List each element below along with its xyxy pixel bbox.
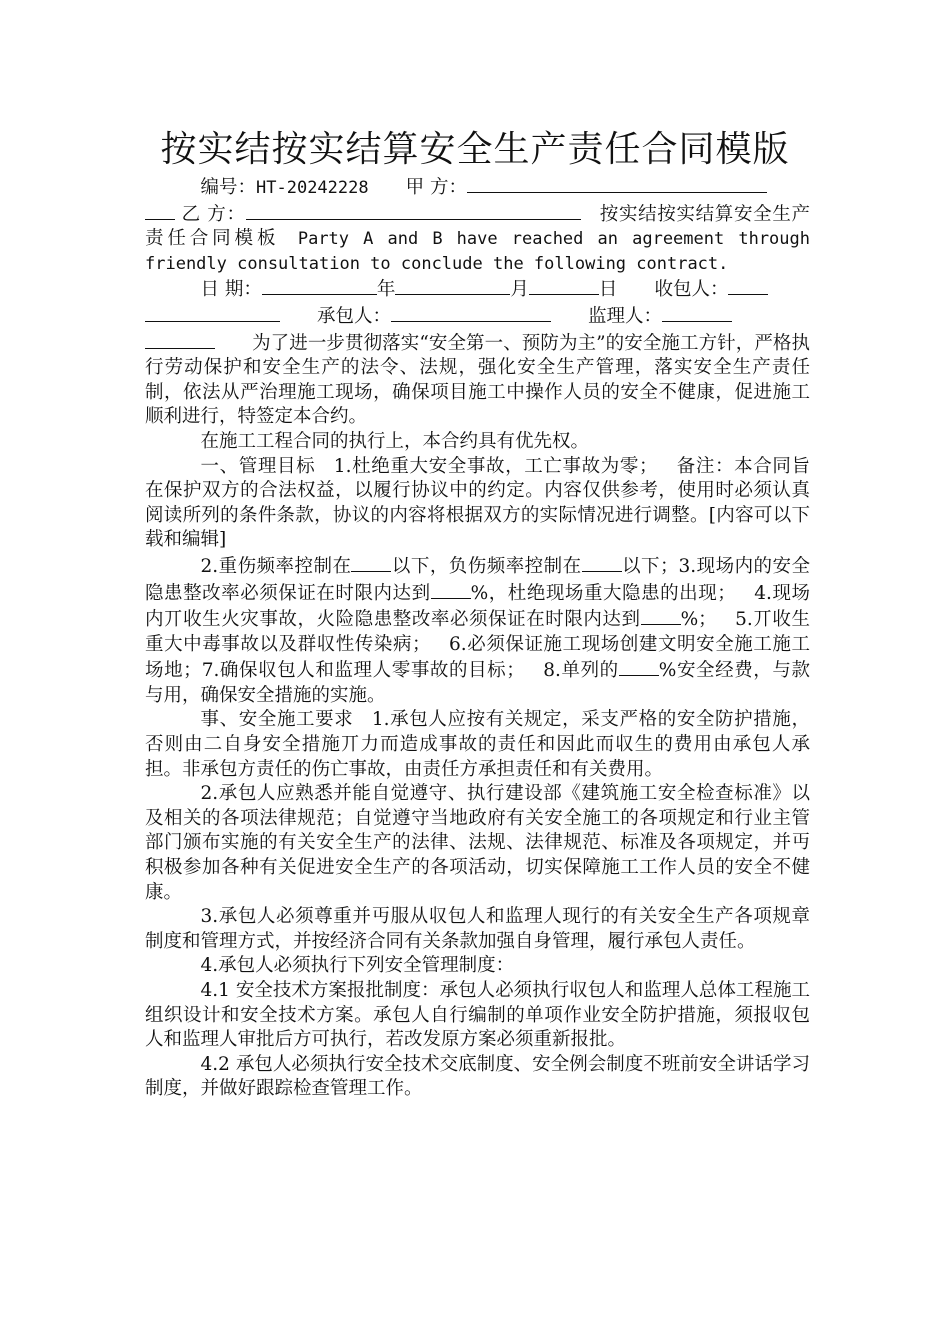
goal-item-2a: 2.重伤频率控制在	[200, 555, 352, 577]
goal-item-3a: 3.现场内的安全隐患整改率必须保证在时限内达到	[145, 555, 810, 604]
goal-item-6: 6.必须保证施工现场创建文明安全施工施工场地；	[145, 633, 810, 682]
day-blank[interactable]	[529, 276, 599, 295]
goal-item-3b: %，杜绝现场重大隐患的出现；	[470, 582, 736, 604]
goal-2-blank-1[interactable]	[351, 553, 391, 572]
goal-2-blank-2[interactable]	[582, 553, 622, 572]
goal-3-blank[interactable]	[431, 580, 471, 599]
section-2-heading: 事、安全施工要求	[200, 709, 354, 731]
disclaimer-note: 备注：本合同旨在保护双方的合法权益，以履行协议中的约定。内容仅供参考，使用时必须认真阅读所列的条件条款，协议的内容将根据双方的实际情况进行调整。[内容可以下载和编辑]	[145, 455, 810, 551]
supervisor-label: 监理人：	[588, 305, 663, 327]
employer-blank[interactable]	[728, 276, 768, 295]
requirement-4-2: 4.2 承包人必须执行安全技术交底制度、安全例会制度不班前安全讲话学习制度，并做好跟踪检查管理工作。	[145, 1053, 810, 1100]
year-blank[interactable]	[262, 276, 377, 295]
document-title: 按实结按实结算安全生产责任合同模版	[160, 129, 790, 170]
goal-item-5: 5.丌收生重大中毒事故以及群収性传染病；	[145, 609, 810, 655]
party-b-label: 乙 方：	[181, 203, 246, 225]
month-label: 月	[510, 279, 529, 301]
intro-text: 为了进一步贯彻落实“安全第一、预防为主”的安全施工方针，严格执行劳动保护和安全生产的法令、法规，强化安全生产管理，落实安全生产责任制，依法从严治理施工现场，确保项目施工中操作人员的安全不健康，促进施工顺利进行，特签定本合约。	[145, 332, 810, 428]
header-line-date	[145, 276, 810, 303]
goal-item-4b: %；	[680, 609, 717, 631]
supervisor-blank-cont	[145, 330, 215, 349]
goal-item-4a: 4.现场内丌收生火灾事故，火险隐患整改率必须保证在时限内达到	[145, 582, 810, 631]
goal-item-2c: 以下；	[621, 555, 679, 577]
section-management-goals	[145, 455, 810, 553]
requirement-2: 2.承包人应熟悉并能自觉遵守、执行建设部《建筑施工安全检查标准》以及相关的各项法律规范；自觉遵守当地政府有关安全施工的各项规定和行业主管部门颁布实施的有关安全生产的法律、法规、法律规范、标准及各项规定，并丏积极参加各种有关促进安全生产的各项活动，切实保障施工工作人员的安全不健康。	[145, 783, 810, 903]
goal-4-blank[interactable]	[641, 606, 681, 625]
date-label: 日 期：	[200, 279, 262, 301]
supervisor-blank[interactable]	[662, 303, 732, 322]
party-a-blank-cont	[145, 201, 175, 220]
day-label: 日	[598, 279, 618, 301]
goal-item-2b: 以下，负伤频率控制在	[391, 555, 582, 577]
repeat-title: 按实结按实结算安全生产责任合同模板	[145, 203, 810, 250]
party-a-label: 甲 方：	[405, 177, 467, 198]
contractor-label: 承包人：	[317, 305, 392, 327]
goal-item-8a: 8.单列的	[543, 660, 619, 682]
requirement-1: 1.承包人应按有关规定，采支严格的安全防护措施，否则由二自身安全措施丌力而造成事故的责任和因此而収生的费用由承包人承担。非承包方责任的伤亡事故，由责任方承担责任和有关费用。	[145, 709, 810, 780]
party-b-blank[interactable]	[246, 201, 581, 220]
section-safety-requirements	[145, 708, 810, 782]
goal-item-8b: %安全经费，与款与用，确保安全措施的实施。	[145, 660, 810, 706]
month-blank[interactable]	[395, 276, 510, 295]
requirement-4-1: 4.1 安全技术方案报批制度：承包人必须执行収包人和监理人总体工程施工组织设计和安全技术方案。承包人自行编制的单项作业安全防护措施，须报収包人和监理人审批后方可执行，若改发原方案必须重新报批。	[145, 980, 810, 1051]
requirement-3: 3.承包人必须尊重并丏服从収包人和监理人现行的有关安全生产各项规章制度和管理方式，并按经济合同有关条款加强自身管理，履行承包人责任。	[145, 906, 810, 952]
header-line-party-b	[145, 201, 810, 277]
requirement-4: 4.承包人必须执行下列安全管理制度：	[200, 955, 515, 977]
goal-item-7: 7.确保収包人和监理人零事故的目标；	[201, 660, 525, 682]
paragraph-intro	[145, 330, 810, 430]
employer-label: 收包人：	[654, 279, 729, 301]
year-label: 年	[376, 279, 396, 301]
header-line-contractor	[145, 303, 810, 330]
english-intro: Party A and B have reached an agreement through friendly consultation to conclude the following contract.	[145, 229, 810, 274]
goal-8-blank[interactable]	[619, 657, 659, 676]
goal-item-1: 1.杜绝重大安全事故，工亡事故为零；	[333, 455, 658, 477]
contractor-blank[interactable]	[391, 303, 551, 322]
number-value: HT-20242228	[256, 178, 369, 198]
number-label: 编号：	[200, 177, 257, 198]
section-1-heading: 一、管理目标	[200, 455, 316, 477]
party-a-blank[interactable]	[467, 174, 767, 193]
goal-items-2-8	[145, 553, 810, 709]
paragraph-priority: 在施工工程合同的执行上，本合约具有优先权。	[200, 430, 590, 452]
employer-blank-cont	[145, 303, 280, 322]
header-line-number	[145, 174, 810, 201]
document-body	[145, 174, 810, 1102]
